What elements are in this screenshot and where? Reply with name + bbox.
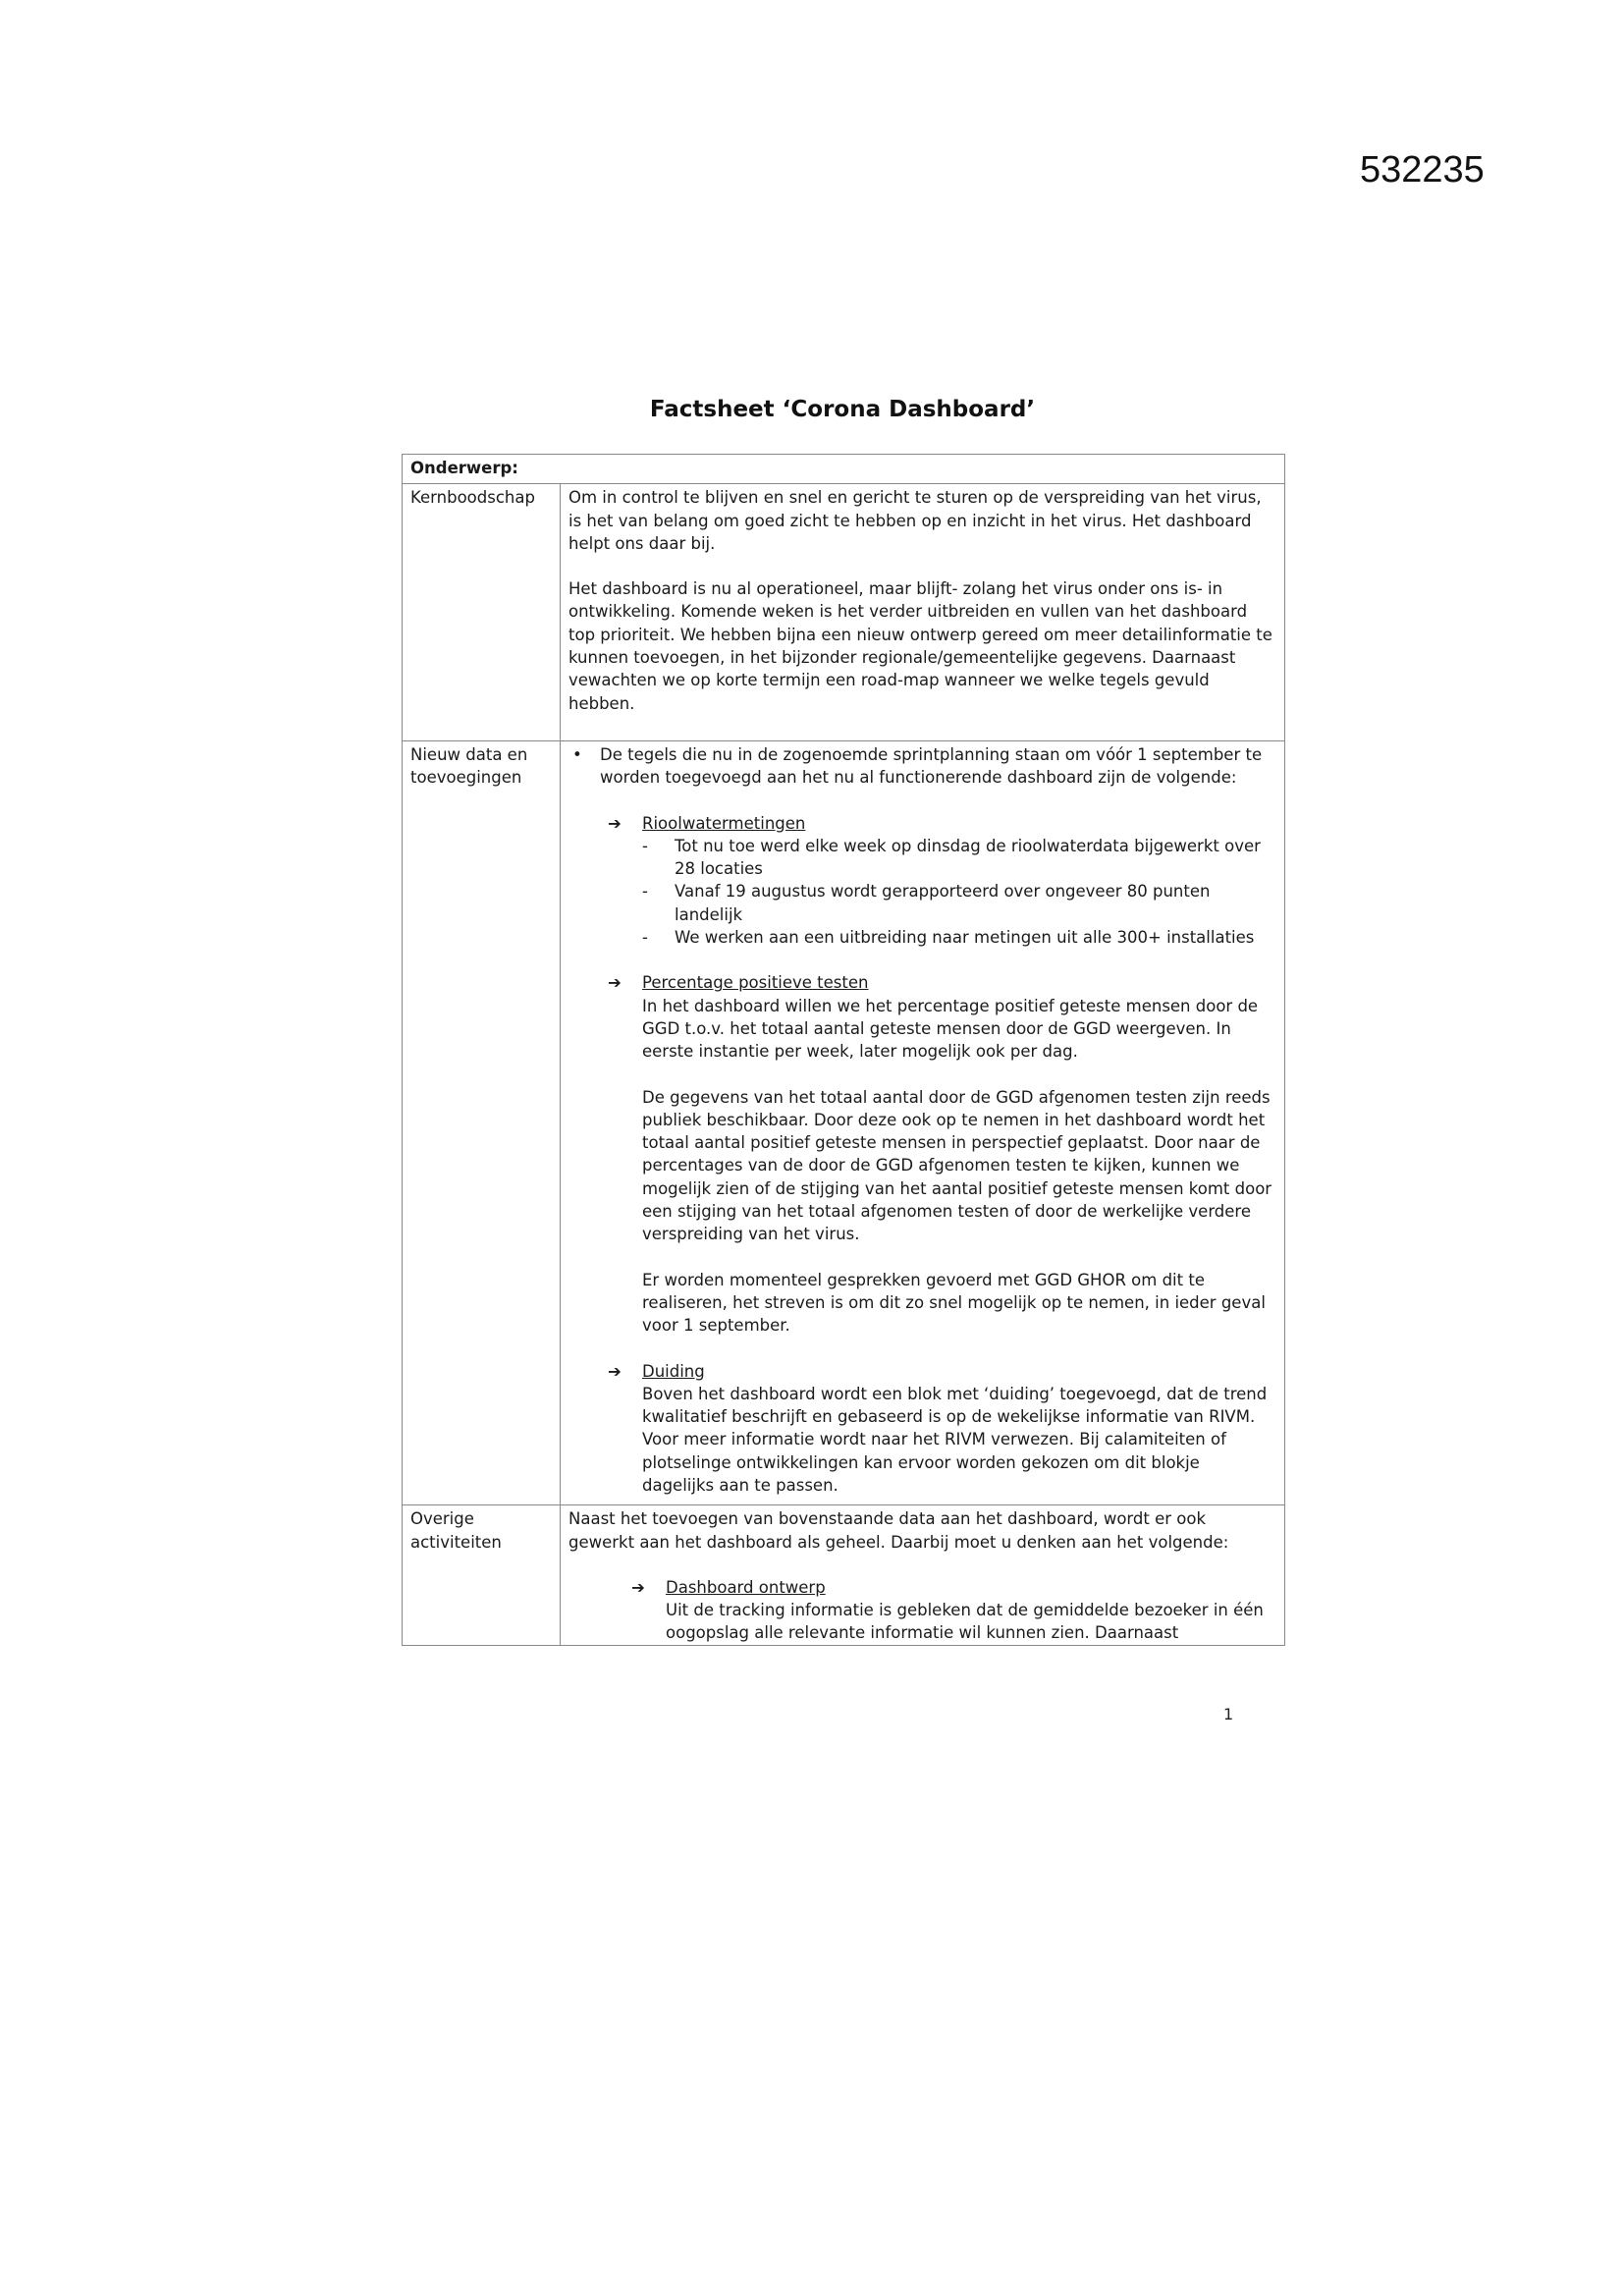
bullet-dot-icon: • — [572, 744, 582, 764]
table-row-overige — [403, 1505, 1285, 1645]
factsheet-table — [402, 454, 1285, 1646]
duiding-paragraph: Boven het dashboard wordt een blok met ‘duiding’ toegevoegd, dat de trend kwalitatief beschrijft en gebaseerd is op de wekelijkse informatie van RIVM. Voor meer informatie wordt naar het RIVM verwezen. Bij calamiteiten of plotselinge ontwikkelingen kan ervoor worden gekozen om dit blokje dagelijks aan te passen. — [642, 1384, 1268, 1495]
arrow-right-icon: ➔ — [608, 973, 622, 993]
section-duiding — [568, 1360, 1276, 1498]
overige-paragraph: Naast het toevoegen van bovenstaande data aan het dashboard, wordt er ook gewerkt aan het dashboard als geheel. Daarbij moet u denken aan het volgende: — [568, 1509, 1229, 1552]
arrow-right-icon: ➔ — [608, 1361, 622, 1381]
section-heading-ontwerp: Dashboard ontwerp — [666, 1577, 826, 1597]
kernboodschap-paragraph-2: Het dashboard is nu al operationeel, maar blijft- zolang het virus onder ons is- in ontwikkeling. Komende weken is het verder uitbreiden en vullen van het dashboard top prioriteit. We hebben bijna een nieuw ontwerp gereed om meer detailinformatie te kunnen toevoegen, in het bijzonder regionale/gemeentelijke gegevens. Daarnaast vewachten we op korte termijn een road-map wanneer we welke tegels gevuld hebben. — [568, 579, 1272, 713]
section-rioolwatermetingen — [568, 812, 1276, 950]
arrow-right-icon: ➔ — [608, 813, 622, 833]
row-label-kernboodschap: Kernboodschap — [403, 484, 561, 741]
table-header-cell: Onderwerp: — [403, 455, 1285, 484]
section-heading-percentage: Percentage positieve testen — [642, 973, 869, 993]
section-heading-duiding: Duiding — [642, 1361, 705, 1381]
kernboodschap-paragraph-1: Om in control te blijven en snel en gericht te sturen op de verspreiding van het virus, is het van belang om goed zicht te hebben op en inzicht in het virus. Het dashboard helpt ons daar bij. — [568, 488, 1262, 553]
list-item-text: Vanaf 19 augustus wordt gerapporteerd over ongeveer 80 punten landelijk — [675, 882, 1211, 924]
row-content-kernboodschap — [561, 484, 1285, 741]
row-content-nieuw — [561, 740, 1285, 1504]
ontwerp-paragraph: Uit de tracking informatie is gebleken dat de gemiddelde bezoeker in één oogopslag alle relevante informatie wil kunnen zien. Daarnaast — [666, 1601, 1264, 1643]
list-item — [642, 880, 1276, 926]
table-row-nieuw — [403, 740, 1285, 1504]
row-label-overige: Overige activiteiten — [403, 1505, 561, 1645]
dash-icon: - — [642, 836, 648, 855]
document-id: 532235 — [1360, 149, 1485, 191]
dash-icon: - — [642, 882, 648, 902]
list-item-text: Tot nu toe werd elke week op dinsdag de rioolwaterdata bijgewerkt over 28 locaties — [675, 836, 1261, 879]
page-title: Factsheet ‘Corona Dashboard’ — [649, 397, 1036, 422]
percentage-paragraph-1: In het dashboard willen we het percentage positief geteste mensen door de GGD t.o.v. het totaal aantal geteste mensen door de GGD weergeven. In eerste instantie per week, later mogelijk ook per dag. — [642, 996, 1259, 1062]
percentage-paragraph-2: De gegevens van het totaal aantal door de GGD afgenomen testen zijn reeds publiek beschikbaar. Door deze ook op te nemen in het dashboard wordt het totaal aantal positief geteste mensen in perspectief geplaatst. Door naar de percentages van de door de GGD afgenomen testen te kijken, kunnen we mogelijk zien of de stijging van het aantal positief geteste mensen komt door een stijging van het totaal afgenomen testen of door de werkelijke verdere verspreiding van het virus. — [642, 1087, 1272, 1244]
row-content-overige — [561, 1505, 1285, 1645]
page-number: 1 — [1223, 1705, 1234, 1723]
percentage-paragraph-3: Er worden momenteel gesprekken gevoerd met GGD GHOR om dit te realiseren, het streven is om dit zo snel mogelijk op te nemen, in ieder geval voor 1 september. — [642, 1270, 1266, 1336]
section-dashboard-ontwerp — [568, 1576, 1276, 1645]
list-item — [642, 835, 1276, 881]
table-header-row — [403, 455, 1285, 484]
list-item — [642, 926, 1276, 949]
section-heading-riool: Rioolwatermetingen — [642, 813, 806, 833]
row-label-nieuw: Nieuw data en toevoegingen — [403, 740, 561, 1504]
riool-list — [642, 835, 1276, 949]
bullet-text: De tegels die nu in de zogenoemde sprintplanning staan om vóór 1 september te worden toegevoegd aan het nu al functionerende dashboard zijn de volgende: — [600, 744, 1263, 788]
arrow-right-icon: ➔ — [631, 1577, 645, 1597]
bullet-item — [568, 743, 1276, 790]
section-percentage — [568, 971, 1276, 1337]
dash-icon: - — [642, 928, 648, 948]
list-item-text: We werken aan een uitbreiding naar metingen uit alle 300+ installaties — [675, 928, 1255, 948]
table-row-kernboodschap — [403, 484, 1285, 741]
